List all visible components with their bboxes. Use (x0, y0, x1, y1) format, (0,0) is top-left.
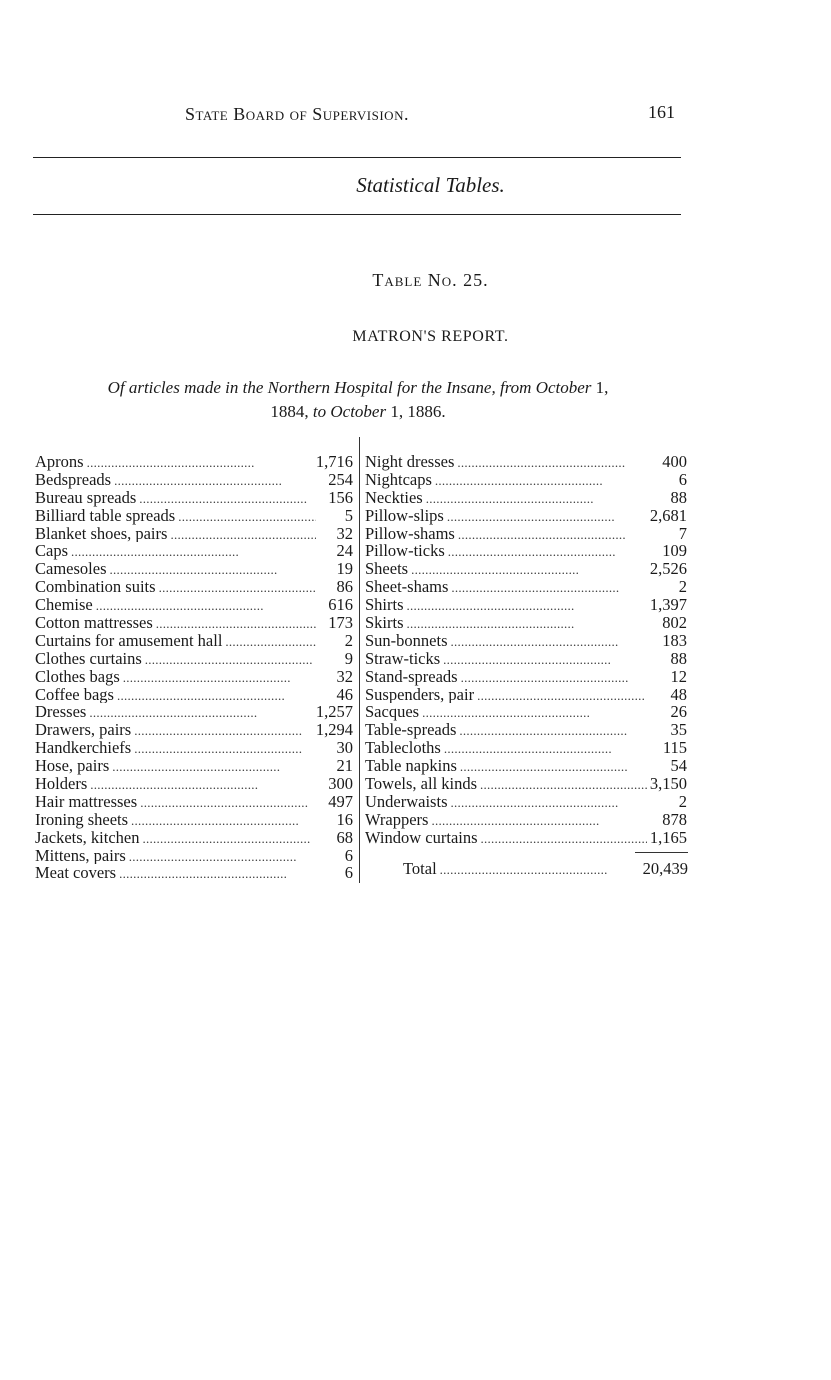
item-label: Skirts (365, 614, 404, 632)
table-row (35, 596, 353, 614)
leader-dots (460, 758, 650, 775)
leader-dots (435, 472, 650, 489)
caption-part-1: Of articles made in the Northern Hospital for the Insane, from October (107, 378, 592, 397)
item-label: Pillow-slips (365, 506, 444, 525)
item-value: 32 (336, 524, 353, 543)
item-label: Night dresses (365, 453, 455, 471)
item-label: Aprons (35, 453, 84, 471)
item-label: Clothes curtains (35, 649, 142, 668)
table-row (365, 632, 687, 650)
item-label: Underwaists (365, 792, 448, 811)
table-row (35, 864, 353, 882)
table-row (35, 793, 353, 811)
table-row (365, 525, 687, 543)
item-label: Caps (35, 542, 68, 561)
item-value: 88 (670, 488, 687, 507)
item-value: 54 (670, 757, 687, 776)
item-value: 173 (328, 614, 353, 632)
item-label: Suspenders, pair (365, 685, 475, 704)
leader-dots (142, 830, 316, 847)
leader-dots (447, 508, 647, 525)
table-row (35, 775, 353, 793)
item-value: 183 (662, 631, 687, 650)
item-label: Cotton mattresses (35, 614, 153, 632)
table-row (365, 542, 687, 560)
leader-dots (451, 579, 650, 596)
item-value: 616 (328, 596, 353, 615)
table-row (35, 632, 353, 650)
item-value: 156 (328, 488, 353, 507)
item-label: Tablecloths (365, 739, 441, 758)
table-number: Table No. 25. (372, 270, 489, 290)
item-value: 19 (336, 560, 353, 579)
report-title: MATRON'S REPORT. (352, 328, 509, 345)
item-label: Dresses (35, 703, 87, 722)
table-row (35, 757, 353, 775)
table-row (365, 650, 687, 668)
table-row (35, 525, 353, 543)
item-value: 26 (670, 703, 687, 722)
leader-dots (90, 776, 316, 793)
item-value: 5 (344, 506, 353, 525)
item-label: Holders (35, 775, 88, 793)
table-row (365, 489, 687, 507)
item-label: Chemise (35, 596, 93, 615)
right-column (365, 453, 687, 847)
leader-dots (461, 669, 650, 686)
table-row (35, 829, 353, 847)
caption-part-4: to October (308, 402, 387, 421)
page-number: 161 (648, 102, 675, 122)
leader-dots (114, 472, 316, 489)
item-value: 400 (662, 453, 687, 471)
leader-dots (145, 651, 316, 668)
item-label: Sun-bonnets (365, 631, 448, 650)
item-value: 88 (670, 649, 687, 668)
table-row (35, 614, 353, 632)
table-row (365, 453, 687, 471)
item-value: 300 (328, 775, 353, 793)
leader-dots (407, 597, 647, 614)
caption-part-3: 1884, (270, 402, 309, 421)
table-row (365, 614, 687, 632)
item-value: 24 (336, 542, 353, 561)
table-row (35, 542, 353, 560)
leader-dots (480, 776, 647, 793)
leader-dots (156, 615, 316, 632)
item-label: Billiard table spreads (35, 506, 176, 525)
leader-dots (407, 615, 650, 632)
table-row (35, 721, 353, 739)
table-caption (33, 376, 683, 424)
item-label: Handkerchiefs (35, 739, 132, 758)
leader-dots (87, 454, 313, 471)
item-label: Bedspreads (35, 470, 112, 489)
item-value: 32 (336, 667, 353, 686)
item-value: 46 (336, 685, 353, 704)
leader-dots (411, 561, 647, 578)
item-label: Jackets, kitchen (35, 828, 140, 847)
item-value: 802 (662, 614, 687, 632)
table-row (35, 703, 353, 721)
table-row (365, 721, 687, 739)
table-row (35, 739, 353, 757)
leader-dots (71, 543, 316, 560)
leader-dots (426, 490, 650, 507)
caption-part-5: 1, 1886. (386, 402, 446, 421)
leader-dots (119, 865, 316, 882)
item-value: 878 (662, 810, 687, 829)
top-rule (33, 157, 681, 158)
table-row (35, 489, 353, 507)
item-value: 254 (328, 470, 353, 489)
item-label: Drawers, pairs (35, 721, 132, 740)
total-value: 20,439 (642, 860, 688, 878)
item-value: 16 (336, 810, 353, 829)
leader-dots (422, 704, 650, 721)
item-value: 115 (662, 739, 687, 758)
table-row (35, 650, 353, 668)
item-label: Meat covers (35, 864, 117, 883)
item-label: Sacques (365, 703, 420, 722)
leader-dots (131, 812, 316, 829)
leader-dots (444, 740, 650, 757)
table-row (365, 686, 687, 704)
item-value: 68 (336, 828, 353, 847)
table-row (35, 453, 353, 471)
bottom-rule (33, 214, 681, 215)
leader-dots (134, 722, 313, 739)
item-label: Shirts (365, 596, 404, 615)
item-label: Nightcaps (365, 470, 432, 489)
leader-dots (448, 543, 650, 560)
table-row (365, 596, 687, 614)
leader-dots (140, 794, 316, 811)
item-value: 2 (678, 792, 687, 811)
item-label: Blanket shoes, pairs (35, 524, 168, 543)
table-row (35, 471, 353, 489)
item-value: 2 (344, 631, 353, 650)
table-row (365, 668, 687, 686)
item-label: Hair mattresses (35, 792, 138, 811)
item-label: Pillow-ticks (365, 542, 445, 561)
item-label: Wrappers (365, 810, 429, 829)
leader-dots (178, 508, 316, 525)
total-rule (635, 852, 688, 853)
left-column (35, 453, 353, 882)
item-label: Mittens, pairs (35, 846, 126, 865)
table-row (35, 560, 353, 578)
item-label: Sheets (365, 560, 409, 579)
running-head: State Board of Supervision. (185, 104, 409, 124)
item-label: Table napkins (365, 757, 457, 776)
item-label: Camesoles (35, 560, 107, 579)
table-row (365, 739, 687, 757)
total-row (403, 860, 688, 878)
table-row (35, 847, 353, 865)
item-label: Neckties (365, 488, 423, 507)
leader-dots (451, 633, 651, 650)
item-value: 7 (678, 524, 687, 543)
leader-dots (134, 740, 316, 757)
leader-dots (458, 526, 650, 543)
column-divider (359, 437, 360, 883)
item-value: 1,294 (315, 721, 353, 740)
section-title: Statistical Tables. (356, 173, 505, 197)
item-value: 12 (670, 667, 687, 686)
leader-dots (110, 561, 317, 578)
item-label: Bureau spreads (35, 488, 137, 507)
leader-dots (450, 794, 650, 811)
item-value: 2 (678, 578, 687, 597)
item-value: 48 (670, 685, 687, 704)
item-label: Combination suits (35, 578, 156, 597)
table-row (365, 829, 687, 847)
item-value: 1,397 (649, 596, 687, 615)
item-value: 497 (328, 792, 353, 811)
item-value: 9 (344, 649, 353, 668)
leader-dots (129, 848, 316, 865)
item-value: 2,681 (649, 506, 687, 525)
item-label: Coffee bags (35, 685, 114, 704)
total-label: Total (403, 860, 437, 878)
item-value: 2,526 (649, 560, 687, 579)
item-label: Sheet-shams (365, 578, 449, 597)
leader-dots (112, 758, 316, 775)
item-label: Table-spreads (365, 721, 457, 740)
leader-dots (117, 687, 316, 704)
table-row (365, 471, 687, 489)
item-label: Pillow-shams (365, 524, 455, 543)
table-row (35, 811, 353, 829)
item-label: Stand-spreads (365, 667, 458, 686)
item-label: Straw-ticks (365, 649, 441, 668)
leader-dots (459, 722, 650, 739)
leader-dots (440, 861, 640, 878)
item-value: 1,165 (649, 828, 687, 847)
leader-dots (443, 651, 650, 668)
item-value: 86 (336, 578, 353, 597)
item-label: Clothes bags (35, 667, 120, 686)
leader-dots (96, 597, 316, 614)
item-value: 3,150 (649, 775, 687, 793)
table-row (35, 686, 353, 704)
leader-dots (123, 669, 316, 686)
caption-part-2: 1, (591, 378, 609, 397)
table-row (365, 793, 687, 811)
item-value: 6 (344, 864, 353, 883)
table-row (35, 507, 353, 525)
table-row (365, 811, 687, 829)
item-label: Towels, all kinds (365, 775, 478, 793)
item-value: 1,257 (315, 703, 353, 722)
item-value: 21 (336, 757, 353, 776)
table-row (365, 560, 687, 578)
item-label: Curtains for amusement hall (35, 631, 223, 650)
table-row (365, 775, 687, 793)
table-row (35, 578, 353, 596)
item-value: 35 (670, 721, 687, 740)
leader-dots (139, 490, 316, 507)
item-value: 30 (336, 739, 353, 758)
table-row (35, 668, 353, 686)
table-row (365, 578, 687, 596)
item-label: Window curtains (365, 828, 478, 847)
leader-dots (477, 687, 650, 704)
leader-dots (431, 812, 650, 829)
item-value: 109 (662, 542, 687, 561)
table-row (365, 703, 687, 721)
leader-dots (225, 633, 316, 650)
leader-dots (170, 526, 316, 543)
item-value: 6 (678, 470, 687, 489)
table-row (365, 757, 687, 775)
leader-dots (159, 579, 316, 596)
item-value: 1,716 (315, 453, 353, 471)
table-row (365, 507, 687, 525)
leader-dots (457, 454, 650, 471)
item-value: 6 (344, 846, 353, 865)
leader-dots (481, 830, 647, 847)
item-label: Ironing sheets (35, 810, 129, 829)
item-label: Hose, pairs (35, 757, 110, 776)
leader-dots (89, 704, 313, 721)
